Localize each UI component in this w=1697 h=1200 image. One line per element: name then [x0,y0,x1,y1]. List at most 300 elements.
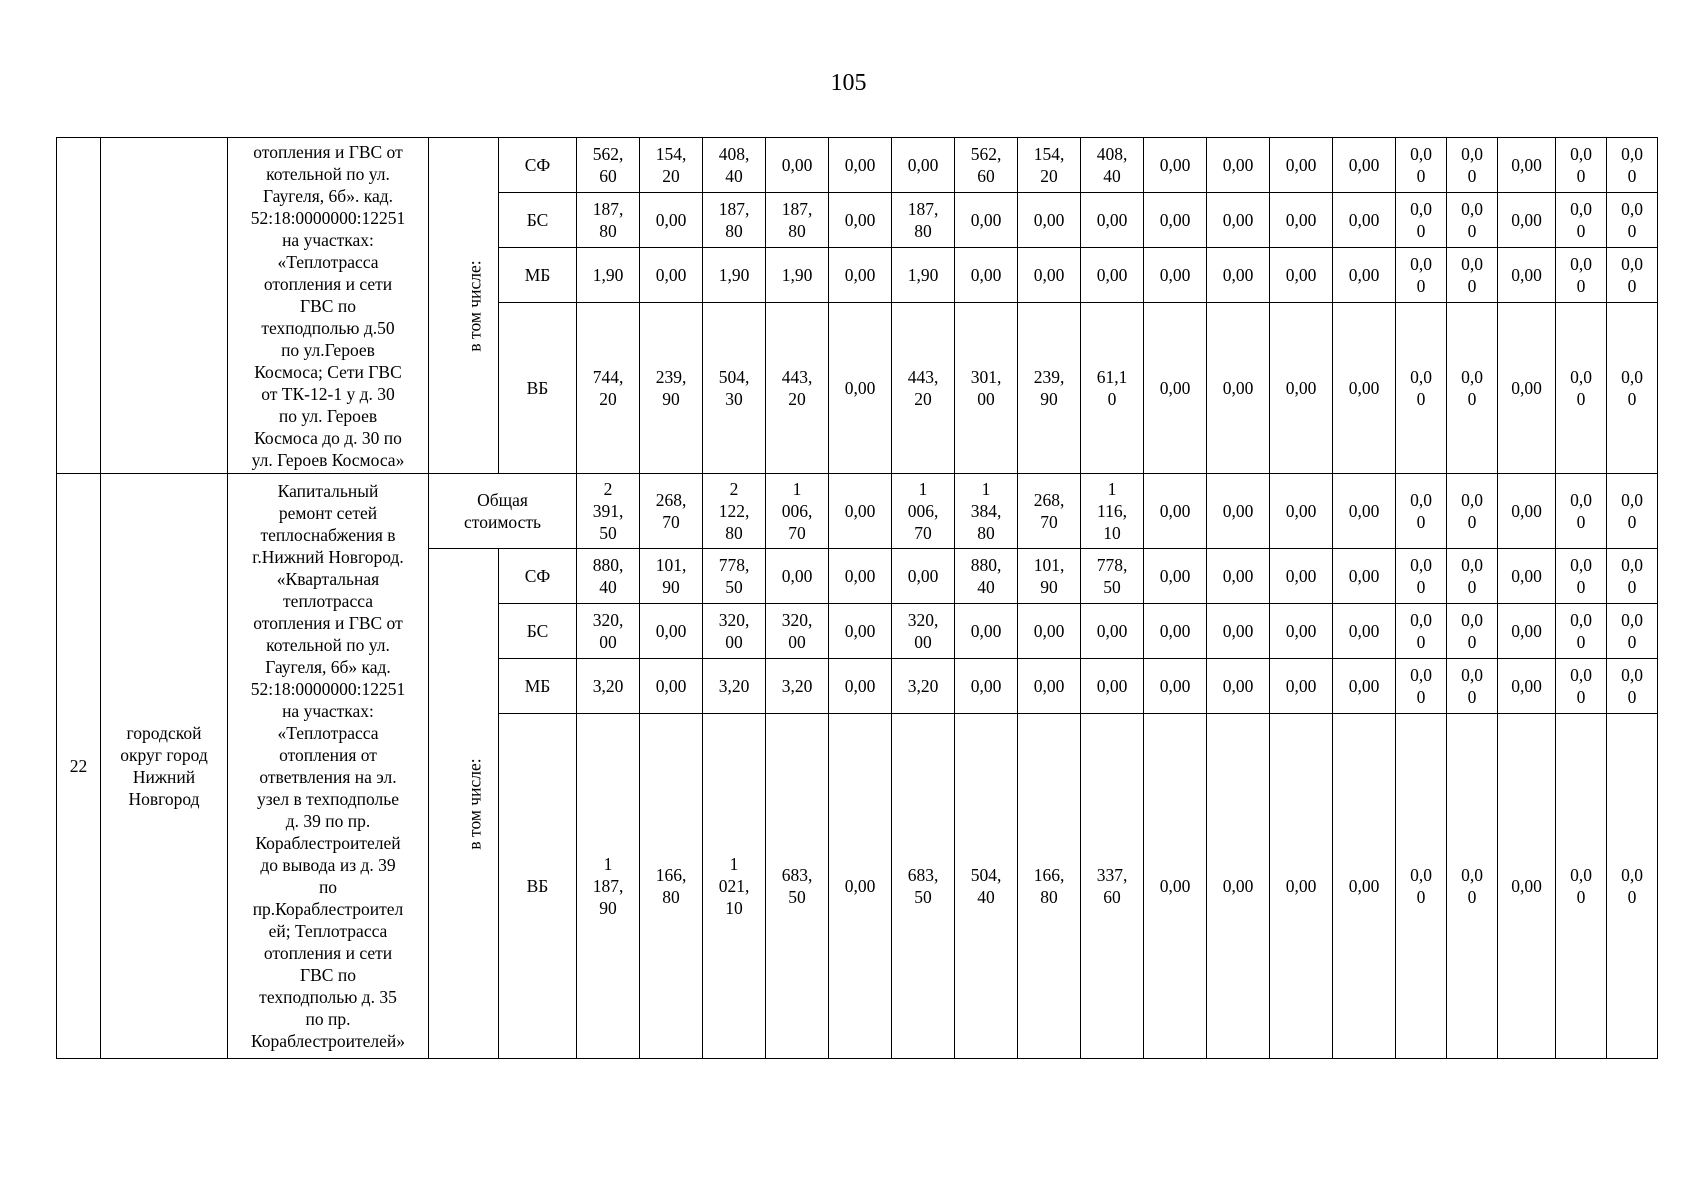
value-cell-line: 116, [1097,501,1127,521]
value-cell-line: 0 [1627,221,1637,241]
value-cell-line: 3,20 [718,676,750,696]
value-cell-line: 0,0 [1621,610,1643,630]
value-cell-line: 0,0 [1461,490,1483,510]
source-cell: БС [499,604,577,659]
value-cell [892,303,955,474]
value-cell-line: 00 [725,632,743,652]
value-cell [766,714,829,1059]
value-cell-line: 101, [1033,555,1065,575]
source-cell: МБ [499,248,577,303]
value-cell-line: 443, [781,367,813,387]
value-cell-line: 0 [1416,221,1426,241]
value-cell [955,193,1018,248]
source-cell: ВБ [499,714,577,1059]
value-cell-line: 0 [1627,166,1637,186]
value-cell [577,303,640,474]
value-cell [829,714,892,1059]
value-cell-line: 166, [1033,865,1065,885]
value-cell [1396,714,1447,1059]
value-cell-line: 0,00 [844,155,876,175]
value-cell-line: 101, [655,555,687,575]
description-cell-line: ремонт сетей [278,503,378,523]
value-cell [640,248,703,303]
value-cell-line: 0,00 [1348,676,1380,696]
value-cell-line: 0 [1576,166,1586,186]
value-cell [640,659,703,714]
value-cell [892,193,955,248]
value-cell-line: 0 [1467,389,1477,409]
value-cell [1498,549,1556,604]
description-cell-line: по ул. Героев [278,405,378,426]
value-cell-line: 0,00 [1348,501,1380,521]
value-cell-line: 0,00 [1222,676,1254,696]
value-cell [1207,714,1270,1059]
value-cell-line: 0 [1576,512,1586,532]
value-cell-line: 683, [781,865,813,885]
description-cell-line: отопления и сети [263,943,393,963]
value-cell [577,549,640,604]
value-cell-line: 70 [788,523,806,543]
value-cell [1396,549,1447,604]
value-cell-line: 0,00 [1348,876,1380,896]
description-cell-line: ответвления на эл. [259,767,397,787]
description-cell-line: на участках: [282,229,374,250]
value-cell [1396,474,1447,549]
value-cell [1081,604,1144,659]
value-cell-line: 268, [1033,490,1065,510]
value-cell [1018,714,1081,1059]
value-cell [1556,303,1607,474]
value-cell-line: 0,00 [1159,501,1191,521]
value-cell-line: 778, [1096,555,1128,575]
value-cell-line: 0,00 [1159,378,1191,398]
value-cell-line: 80 [788,221,806,241]
value-cell-line: 0,00 [655,265,687,285]
value-cell-line: 0,00 [1033,210,1065,230]
value-cell-line: 0,0 [1621,254,1643,274]
value-cell-line: 0,00 [970,265,1002,285]
value-cell-line: 80 [725,221,743,241]
value-cell-line: 239, [655,367,687,387]
description-cell-line: котельной по ул. [266,635,390,655]
value-cell-line: 187, [592,199,624,219]
value-cell-line: 0 [1576,687,1586,707]
value-cell-line: 0,00 [1511,155,1542,175]
value-cell [1018,248,1081,303]
value-cell-line: 0,00 [844,501,876,521]
value-cell [1144,138,1207,193]
value-cell-line: 0,00 [1285,621,1317,641]
value-cell-line: 0,0 [1570,490,1592,510]
value-cell-line: 0,00 [844,265,876,285]
municipality-cell-line: Нижний [132,767,196,787]
value-cell-line: 301, [970,367,1002,387]
value-cell-line: 80 [599,221,617,241]
value-cell-line: 320, [907,610,939,630]
value-cell [1018,193,1081,248]
value-cell-line: 0 [1416,687,1426,707]
source-cell: ВБ [499,303,577,474]
value-cell [640,474,703,549]
value-cell-line: 0,00 [1159,155,1191,175]
value-cell [766,303,829,474]
value-cell-line: 0 [1416,632,1426,652]
including-label [429,549,499,1059]
value-cell-line: 0,0 [1570,610,1592,630]
value-cell-line: 20 [788,389,806,409]
value-cell-line: 50 [914,887,932,907]
value-cell-line: 0 [1576,221,1586,241]
value-cell-line: 0 [1627,887,1637,907]
value-cell-line: 0,0 [1570,199,1592,219]
description-cell [228,138,429,474]
value-cell-line: 0,00 [1348,566,1380,586]
value-cell-line: 0,00 [1096,210,1128,230]
value-cell [1081,248,1144,303]
value-cell-line: 0 [1416,512,1426,532]
value-cell-line: 50 [725,577,743,597]
value-cell [1270,549,1333,604]
value-cell-line: 408, [1096,144,1128,164]
value-cell [1270,248,1333,303]
value-cell-line: 0 [1576,887,1586,907]
value-cell-line: 0 [1416,577,1426,597]
value-cell [1498,659,1556,714]
description-cell-line: котельной по ул. [266,163,390,184]
value-cell [1333,138,1396,193]
description-cell-line: Капитальный [277,481,379,501]
value-cell-line: 0 [1576,632,1586,652]
value-cell-line: 90 [662,389,680,409]
value-cell [1556,138,1607,193]
value-cell-line: 1 [792,479,802,499]
value-cell [955,604,1018,659]
description-cell-line: отопления от [279,745,377,765]
value-cell-line: 320, [781,610,813,630]
value-cell [1018,549,1081,604]
value-cell [1498,193,1556,248]
value-cell-line: 006, [907,501,939,521]
value-cell-line: 504, [718,367,750,387]
value-cell [1447,248,1498,303]
value-cell-line: 0,00 [1159,621,1191,641]
value-cell [1447,714,1498,1059]
value-cell [1556,714,1607,1059]
value-cell-line: 187, [781,199,813,219]
value-cell [1081,714,1144,1059]
value-cell [1144,303,1207,474]
value-cell-line: 00 [599,632,617,652]
value-cell-line: 30 [725,389,743,409]
value-cell-line: 0,00 [844,378,876,398]
value-cell [766,193,829,248]
municipality-cell-line: Новгород [128,789,200,809]
value-cell [1207,604,1270,659]
value-cell-line: 0,0 [1570,144,1592,164]
value-cell [1333,659,1396,714]
value-cell-line: 0,00 [907,566,939,586]
value-cell [955,549,1018,604]
total-cost-label-line: Общая [477,490,528,510]
value-cell [1333,604,1396,659]
value-cell-line: 0,0 [1621,367,1643,387]
value-cell [1018,303,1081,474]
value-cell-line: 1,90 [592,265,624,285]
value-cell-line: 504, [970,865,1002,885]
value-cell [1081,659,1144,714]
value-cell-line: 154, [1033,144,1065,164]
value-cell [1498,138,1556,193]
value-cell-line: 683, [907,865,939,885]
value-cell [1270,474,1333,549]
description-cell-line: Гаугеля, 6б». кад. [263,185,393,206]
value-cell-line: 0 [1576,577,1586,597]
value-cell [955,474,1018,549]
value-cell [1081,474,1144,549]
value-cell [829,474,892,549]
value-cell [1447,193,1498,248]
value-cell [640,604,703,659]
value-cell [703,474,766,549]
value-cell-line: 20 [662,166,680,186]
value-cell [955,714,1018,1059]
value-cell-line: 60 [1103,887,1121,907]
row-number-cell [57,138,101,474]
value-cell-line: 0,00 [1033,621,1065,641]
value-cell-line: 0,00 [1285,265,1317,285]
value-cell-line: 90 [1040,577,1058,597]
value-cell [1447,549,1498,604]
value-cell [1498,474,1556,549]
value-cell-line: 0,0 [1461,665,1483,685]
value-cell-line: 0,00 [1285,676,1317,696]
value-cell-line: 154, [655,144,687,164]
value-cell-line: 90 [599,898,617,918]
value-cell-line: 0,00 [1285,501,1317,521]
value-cell-line: 0,00 [1222,210,1254,230]
value-cell [1498,714,1556,1059]
value-cell [829,659,892,714]
value-cell-line: 0,00 [1511,265,1542,285]
value-cell-line: 0 [1416,887,1426,907]
value-cell-line: 0,0 [1570,865,1592,885]
value-cell-line: 0,0 [1570,555,1592,575]
value-cell [1081,549,1144,604]
value-cell-line: 021, [718,876,750,896]
value-cell [703,138,766,193]
value-cell [640,193,703,248]
value-cell-line: 0,00 [1159,566,1191,586]
value-cell [1607,138,1658,193]
description-cell-line: теплоснабжения в [260,525,396,545]
value-cell [892,248,955,303]
value-cell-line: 0 [1627,389,1637,409]
value-cell-line: 320, [718,610,750,630]
value-cell-line: 166, [655,865,687,885]
value-cell-line: 0,0 [1621,555,1643,575]
value-cell-line: 880, [592,555,624,575]
value-cell [1207,193,1270,248]
value-cell [703,659,766,714]
source-cell: СФ [499,549,577,604]
value-cell-line: 0,00 [1096,265,1128,285]
value-cell [1144,604,1207,659]
value-cell [1144,193,1207,248]
value-cell [1607,714,1658,1059]
value-cell [766,659,829,714]
value-cell [703,193,766,248]
value-cell-line: 20 [914,389,932,409]
value-cell [577,604,640,659]
value-cell-line: 384, [970,501,1002,521]
value-cell-line: 2 [729,479,739,499]
value-cell-line: 0,0 [1570,665,1592,685]
value-cell [1144,549,1207,604]
value-cell [1144,248,1207,303]
value-cell [1498,248,1556,303]
description-cell-line: по пр. [305,1009,351,1029]
value-cell-line: 0 [1627,276,1637,296]
value-cell-line: 0,00 [655,210,687,230]
value-cell-line: 0 [1416,389,1426,409]
total-cost-label [429,474,577,549]
municipality-cell-line: городской [126,723,202,743]
value-cell [829,248,892,303]
value-cell [1081,193,1144,248]
value-cell [1018,604,1081,659]
value-cell-line: 0,0 [1461,199,1483,219]
municipality-cell-line: округ город [120,745,208,765]
value-cell [703,714,766,1059]
value-cell-line: 0 [1627,687,1637,707]
value-cell [1333,303,1396,474]
value-cell [1270,604,1333,659]
value-cell [1556,659,1607,714]
value-cell-line: 0,00 [1285,876,1317,896]
value-cell-line: 0,00 [1222,155,1254,175]
value-cell-line: 0,00 [1222,566,1254,586]
value-cell-line: 0,0 [1461,555,1483,575]
municipality-cell [101,474,228,1059]
source-cell: СФ [499,138,577,193]
including-label [429,138,499,474]
value-cell [577,248,640,303]
value-cell [1018,474,1081,549]
value-cell-line: 80 [662,887,680,907]
including-label-text: в том числе: [464,757,485,850]
budget-table [56,137,1658,1059]
value-cell [1396,138,1447,193]
value-cell [1270,138,1333,193]
description-cell-line: техподполью д. 35 [259,987,397,1007]
value-cell [1081,138,1144,193]
value-cell [1081,303,1144,474]
value-cell [1556,193,1607,248]
value-cell [1333,193,1396,248]
value-cell [1207,248,1270,303]
value-cell-line: 0,00 [844,621,876,641]
value-cell-line: 0,00 [907,155,939,175]
value-cell-line: 0,0 [1461,610,1483,630]
value-cell-line: 880, [970,555,1002,575]
value-cell-line: 0,00 [1033,676,1065,696]
value-cell-line: 0 [1467,221,1477,241]
value-cell [1607,474,1658,549]
value-cell-line: 0,00 [1348,155,1380,175]
value-cell [1607,248,1658,303]
value-cell [1144,714,1207,1059]
value-cell-line: 0,00 [970,210,1002,230]
value-cell-line: 0,0 [1621,490,1643,510]
value-cell [766,604,829,659]
including-label-text: в том числе: [464,259,485,352]
value-cell [1144,659,1207,714]
value-cell [1607,193,1658,248]
municipality-cell [101,138,228,474]
description-cell-line: «Теплотрасса [277,251,379,272]
value-cell [1207,549,1270,604]
value-cell [1333,248,1396,303]
description-cell-line: по [318,877,338,897]
description-cell [228,474,429,1059]
value-cell [577,138,640,193]
value-cell [892,714,955,1059]
value-cell-line: 0,0 [1461,144,1483,164]
value-cell-line: 006, [781,501,813,521]
value-cell-line: 0 [1627,512,1637,532]
value-cell-line: 3,20 [907,676,939,696]
value-cell [829,549,892,604]
value-cell [1447,303,1498,474]
value-cell-line: 0,00 [1222,378,1254,398]
value-cell-line: 0 [1467,687,1477,707]
value-cell-line: 0,00 [844,210,876,230]
value-cell-line: 90 [662,577,680,597]
value-cell-line: 187, [907,199,939,219]
value-cell [1447,659,1498,714]
value-cell [1207,303,1270,474]
value-cell-line: 0,0 [1461,254,1483,274]
value-cell-line: 0,00 [1222,501,1254,521]
value-cell [1207,659,1270,714]
value-cell-line: 10 [1103,523,1121,543]
value-cell-line: 408, [718,144,750,164]
value-cell [703,604,766,659]
description-cell-line: ГВС по [300,295,356,316]
value-cell-line: 0,0 [1621,144,1643,164]
value-cell-line: 0,00 [1511,378,1542,398]
value-cell-line: 0,0 [1621,199,1643,219]
description-cell-line: Гаугеля, 6б» кад. [265,657,391,677]
value-cell-line: 0,00 [655,676,687,696]
value-cell [829,193,892,248]
value-cell-line: 80 [725,523,743,543]
value-cell-line: 3,20 [781,676,813,696]
description-cell-line: 52:18:0000000:12251 [250,207,406,228]
row-number-cell: 22 [57,474,101,1059]
value-cell-line: 70 [1040,512,1058,532]
value-cell [829,604,892,659]
description-cell-line: теплотрасса [283,591,373,611]
value-cell-line: 0,00 [1285,566,1317,586]
value-cell-line: 10 [725,898,743,918]
value-cell [766,474,829,549]
value-cell [1396,303,1447,474]
value-cell [640,549,703,604]
value-cell-line: 0,0 [1461,367,1483,387]
value-cell [766,138,829,193]
value-cell [1396,193,1447,248]
